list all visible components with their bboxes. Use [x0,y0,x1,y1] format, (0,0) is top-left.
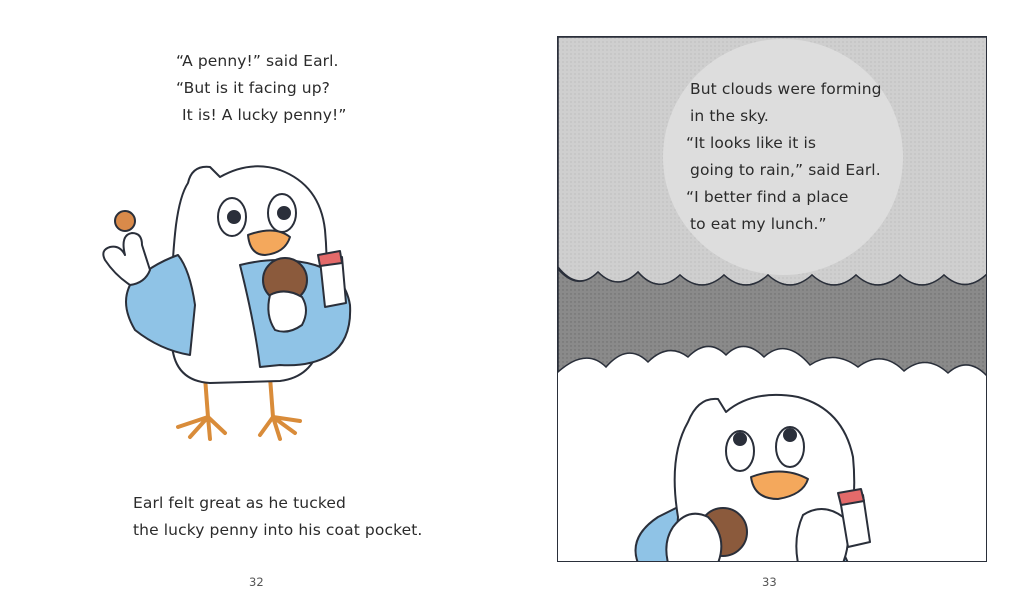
text-line: in the sky. [690,107,769,125]
page-number: 32 [249,575,264,589]
text-line: to eat my lunch.” [690,215,827,233]
left-top-text [176,48,346,129]
earl-bird-illustration [80,155,370,455]
page-number: 33 [762,575,777,589]
text-line: “I better find a place [686,188,849,206]
text-line: Earl felt great as he tucked [133,494,346,512]
left-bottom-text [133,490,422,544]
panel-text [686,76,882,238]
text-line: But clouds were forming [690,80,882,98]
text-line: going to rain,” said Earl. [690,161,881,179]
text-line: “It looks like it is [686,134,817,152]
text-line: “But is it facing up? [176,79,330,97]
text-line: It is! A lucky penny!” [182,106,347,124]
text-line: “A penny!” said Earl. [176,52,339,70]
text-line: the lucky penny into his coat pocket. [133,521,423,539]
